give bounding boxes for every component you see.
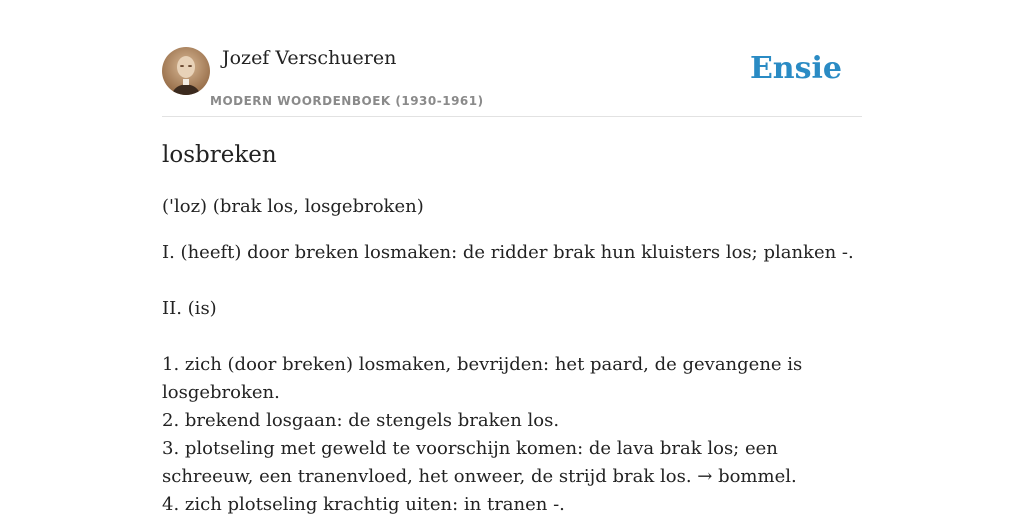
definition-body [162, 239, 862, 519]
subsense-1: 1. zich (door breken) losmaken, bevrijden: het paard, de gevangene is losgebroken. [162, 354, 803, 403]
subsense-4: 4. zich plotseling krachtig uiten: in tranen -. [162, 494, 565, 515]
subsense-3: 3. plotseling met geweld te voorschijn komen: de lava brak los; een schreeuw, een tranenvloed, het onweer, de strijd brak los. → bommel. [162, 438, 797, 487]
ensie-logo[interactable]: Ensie [749, 51, 842, 86]
entry-page [162, 0, 862, 515]
source-label[interactable]: MODERN WOORDENBOEK (1930-1961) [210, 94, 484, 108]
pronunciation: ('loz) (brak los, losgebroken) [162, 196, 424, 217]
portrait-image [162, 47, 210, 95]
sense-1: I. (heeft) door breken losmaken: de ridder brak hun kluisters los; planken -. [162, 242, 854, 263]
subsense-2: 2. brekend losgaan: de stengels braken los. [162, 410, 560, 431]
sense-2-heading: II. (is) [162, 298, 217, 319]
entry-title: losbreken [162, 142, 277, 168]
entry-header [162, 0, 862, 117]
author-name[interactable]: Jozef Verschueren [222, 47, 397, 69]
author-avatar[interactable] [162, 47, 210, 95]
